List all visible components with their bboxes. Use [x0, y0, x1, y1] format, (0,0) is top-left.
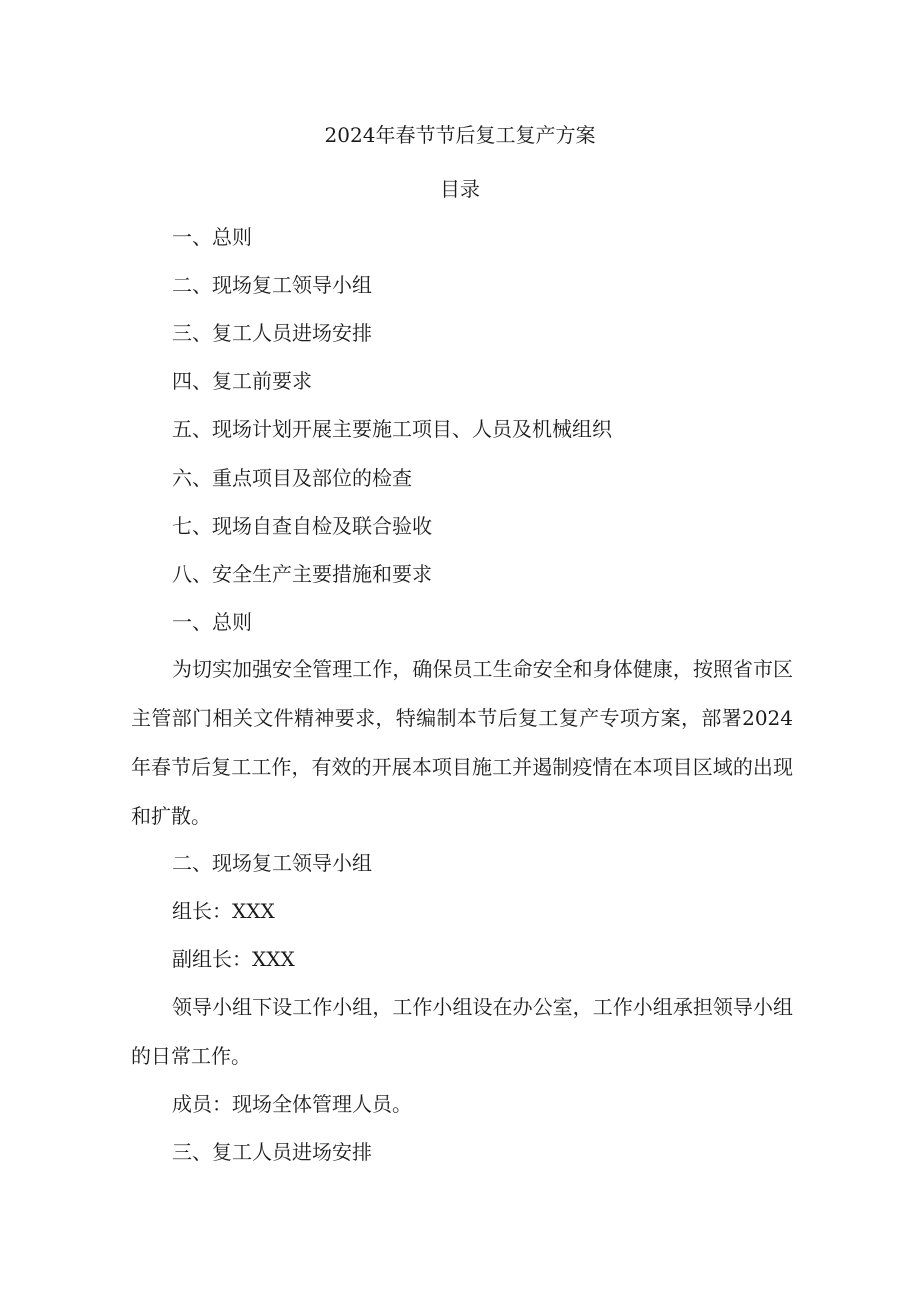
working-group-paragraph: 领导小组下设工作小组，工作小组设在办公室，工作小组承担领导小组的日常工作。	[131, 995, 793, 1068]
section-heading-general: 一、总则	[172, 610, 252, 634]
toc-item: 一、总则	[172, 225, 252, 249]
toc-heading: 目录	[440, 177, 480, 201]
toc-item: 五、现场计划开展主要施工项目、人员及机械组织	[172, 417, 612, 441]
general-paragraph: 为切实加强安全管理工作，确保员工生命安全和身体健康，按照省市区主管部门相关文件精神要求，特编制本节后复工复产专项方案，部署2024年春节后复工工作，有效的开展本项目施工并遏制疫情在本项目区域的出现和扩散。	[131, 657, 793, 828]
toc-item: 六、重点项目及部位的检查	[172, 466, 412, 490]
section-heading-personnel: 三、复工人员进场安排	[172, 1140, 372, 1164]
toc-item: 八、安全生产主要措施和要求	[172, 562, 432, 586]
toc-item: 二、现场复工领导小组	[172, 273, 372, 297]
group-members: 成员：现场全体管理人员。	[172, 1092, 412, 1116]
deputy-group-leader: 副组长：XXX	[172, 947, 295, 971]
toc-item: 四、复工前要求	[172, 369, 312, 393]
section-heading-leadership: 二、现场复工领导小组	[172, 851, 372, 875]
toc-item: 三、复工人员进场安排	[172, 321, 372, 345]
toc-item: 七、现场自查自检及联合验收	[172, 514, 432, 538]
document-title: 2024年春节节后复工复产方案	[324, 123, 596, 147]
group-leader: 组长：XXX	[172, 899, 275, 923]
